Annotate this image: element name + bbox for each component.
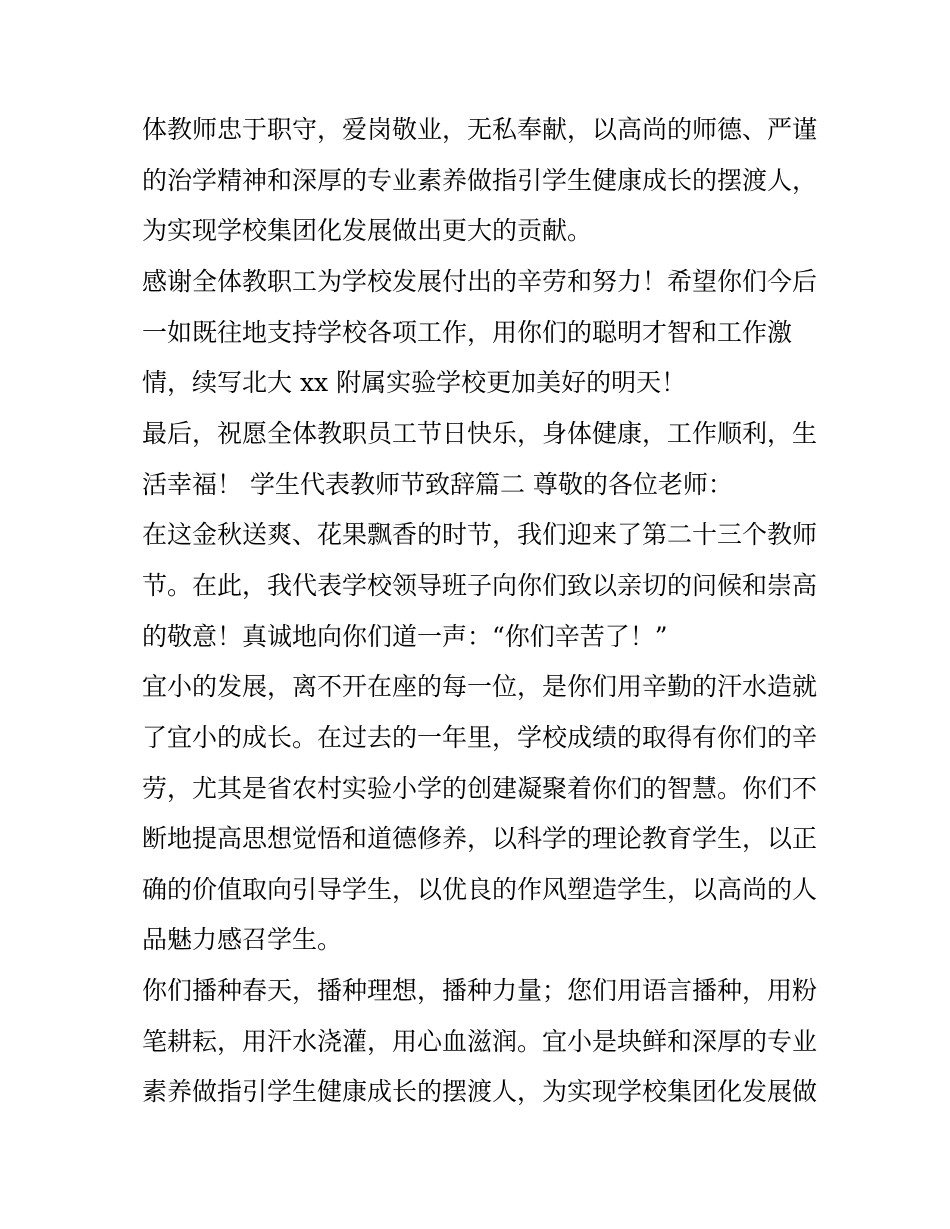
text-line: 活幸福！ 学生代表教师节致辞篇二 尊敬的各位老师： <box>142 470 733 499</box>
text-line: 在这金秋送爽、花果飘香的时节，我们迎来了第二十三个教师 <box>142 520 818 549</box>
text-line: 笔耕耘，用汗水浇灌，用心血滋润。宜小是块鲜和深厚的专业 <box>142 1027 818 1056</box>
text-line: 了宜小的成长。在过去的一年里，学校成绩的取得有你们的辛 <box>142 723 818 752</box>
text-line: 节。在此，我代表学校领导班子向你们致以亲切的问候和崇高 <box>142 571 818 600</box>
text-line: 确的价值取向引导学生，以优良的作风塑造学生，以高尚的人 <box>142 875 818 904</box>
text-line: 情，续写北大 xx 附属实验学校更加美好的明天！ <box>142 368 687 397</box>
text-line: 劳，尤其是省农村实验小学的创建凝聚着你们的智慧。你们不 <box>142 774 818 803</box>
text-line: 的治学精神和深厚的专业素养做指引学生健康成长的摆渡人， <box>142 166 818 195</box>
text-line: 为实现学校集团化发展做出更大的贡献。 <box>142 216 593 245</box>
text-line: 一如既往地支持学校各项工作，用你们的聪明才智和工作激 <box>142 318 793 347</box>
text-line: 断地提高思想觉悟和道德修养，以科学的理论教育学生，以正 <box>142 824 818 853</box>
text-line: 宜小的发展，离不开在座的每一位，是你们用辛勤的汗水造就 <box>142 672 818 701</box>
text-line: 感谢全体教职工为学校发展付出的辛劳和努力！希望你们今后 <box>142 267 818 296</box>
text-line: 的敬意！真诚地向你们道一声：“你们辛苦了！” <box>142 622 668 651</box>
text-line: 最后，祝愿全体教职员工节日快乐，身体健康，工作顺利，生 <box>142 419 818 448</box>
text-line: 品魅力感召学生。 <box>142 925 343 954</box>
text-line: 你们播种春天，播种理想，播种力量；您们用语言播种，用粉 <box>142 976 818 1005</box>
text-line: 素养做指引学生健康成长的摆渡人，为实现学校集团化发展做 <box>142 1077 818 1106</box>
text-line: 体教师忠于职守，爱岗敬业，无私奉献，以高尚的师德、严谨 <box>142 115 818 144</box>
